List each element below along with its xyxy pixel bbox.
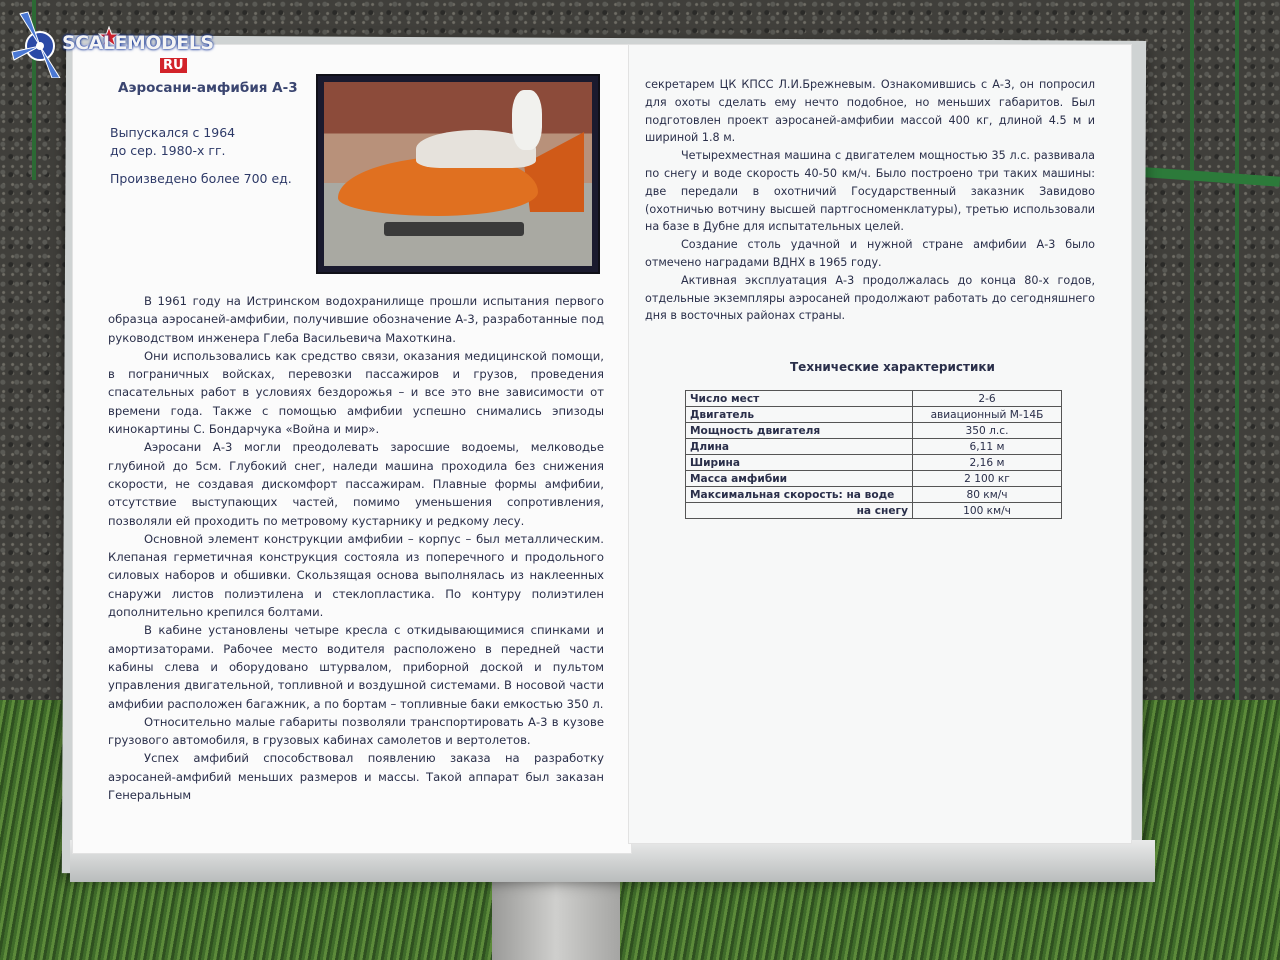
left-body-text bbox=[108, 292, 604, 804]
spec-label: на снегу bbox=[686, 503, 913, 519]
paragraph: Создание столь удачной и нужной стране амфибии А-3 было отмечено наградами ВДНХ в 1965 году. bbox=[645, 238, 1095, 269]
page-title: Аэросани-амфибия А-3 bbox=[118, 80, 298, 96]
spec-label: Мощность двигателя bbox=[686, 423, 913, 439]
spec-value: 2 100 кг bbox=[913, 471, 1062, 487]
spec-value: 100 км/ч bbox=[913, 503, 1062, 519]
table-row bbox=[686, 439, 1062, 455]
logo-text: SCALEMODELS bbox=[62, 32, 214, 54]
paragraph: Они использовались как средство связи, оказания медицинской помощи, в пограничных войсках, перевозки пассажиров и грузов, проведения спасательных работ в условиях бездорожья – и все это вне зависимости от времени года. Также с помощью амфибии успешно снимались эпизоды кинокартины С. Бондарчука «Война и мир». bbox=[108, 348, 604, 437]
production-facts bbox=[110, 124, 292, 188]
spec-table bbox=[685, 390, 1062, 519]
paragraph: Относительно малые габариты позволяли транспортировать А-3 в кузове грузового автомобиля, в грузовых кабинах самолетов и вертолетов. bbox=[108, 714, 604, 748]
paragraph: Успех амфибий способствовал появлению заказа на разработку аэросаней-амфибий меньших размеров и массы. Такой аппарат был заказан Генеральным bbox=[108, 751, 604, 803]
fence-post bbox=[1190, 0, 1194, 700]
spec-value: 2,16 м bbox=[913, 455, 1062, 471]
table-row bbox=[686, 471, 1062, 487]
paragraph: Активная эксплуатация А-3 продолжалась до конца 80-х годов, отдельные экземпляры аэросаней продолжают работать до сегодняшнего дня в восточных районах страны. bbox=[645, 273, 1095, 323]
spec-label: Ширина bbox=[686, 455, 913, 471]
amphibian-photo bbox=[316, 74, 600, 274]
watermark-logo bbox=[10, 8, 214, 78]
paragraph: Основной элемент конструкции амфибии – корпус – был металлическим. Клепаная герметичная конструкция состояла из поперечного и продольного силовых наборов и обшивки. Скользящая основа выполнялась из наклеенных снаружи листов полиэтилена и стеклопластика. По контуру полиэтилен дополнительно крепился болтами. bbox=[108, 531, 604, 620]
spec-label: Масса амфибии bbox=[686, 471, 913, 487]
paragraph: В 1961 году на Истринском водохранилище прошли испытания первого образца аэросаней-амфибии, получившие обозначение А-3, разработанные под руководством инженера Глеба Васильевича Махоткина. bbox=[108, 294, 604, 345]
spec-value: авиационный М-14Б bbox=[913, 407, 1062, 423]
spec-title: Технические характеристики bbox=[790, 360, 995, 374]
photo-content bbox=[324, 82, 592, 266]
table-row bbox=[686, 391, 1062, 407]
production-end: до сер. 1980-х гг. bbox=[110, 143, 226, 158]
paragraph: В кабине установлены четыре кресла с откидывающимися спинками и амортизаторами. Рабочее место водителя расположено в передней части кабины слева и оборудовано штурвалом, приборной доской и пультом управления двигательной, топливной и воздушной системами. В носовой части амфибии расположен багажник, а по бортам – топливные баки емкостью 350 л. bbox=[108, 623, 604, 711]
spec-value: 6,11 м bbox=[913, 439, 1062, 455]
propeller-icon bbox=[10, 8, 66, 78]
paragraph: Четырехместная машина с двигателем мощностью 35 л.с. развивала по снегу и воде скорость 40-50 км/ч. Было построено три таких машины: две передали в охотничий Государственный заказник Завидово (охотничью вотчину высшей партгосноменклатуры), третью использовали на базе в Дубне для испытательных целей. bbox=[645, 149, 1095, 234]
paragraph: Аэросани А-3 могли преодолевать заросшие водоемы, мелководье глубиной до 5см. Глубокий снег, наледи машина проходила без снижения скорости, не создавая дискомфорт пассажирам. Плавные формы амфибии, отсутствие выступающих частей, помимо уменьшения сопротивления, позволяли ей проходить по метровому кустарнику и редкому лесу. bbox=[108, 440, 604, 528]
spec-value: 2-6 bbox=[913, 391, 1062, 407]
table-row bbox=[686, 487, 1062, 503]
spec-value: 80 км/ч bbox=[913, 487, 1062, 503]
table-row bbox=[686, 423, 1062, 439]
table-row bbox=[686, 503, 1062, 519]
production-start: Выпускался с 1964 bbox=[110, 125, 236, 140]
photo-trailer bbox=[384, 222, 524, 236]
logo-suffix: RU bbox=[160, 58, 187, 73]
spec-label: Число мест bbox=[686, 391, 913, 407]
production-quantity: Произведено более 700 ед. bbox=[110, 171, 292, 186]
table-row bbox=[686, 407, 1062, 423]
right-body-text bbox=[645, 76, 1095, 325]
stand-post bbox=[492, 870, 620, 960]
spec-label: Длина bbox=[686, 439, 913, 455]
paragraph: секретарем ЦК КПСС Л.И.Брежневым. Ознакомившись с А-3, он попросил для охоты сделать ему нечто подобное, но меньших габаритов. Был подготовлен проект аэросаней-амфибии массой 400 кг, длиной 4.5 м и шириной 1.8 м. bbox=[645, 78, 1095, 145]
photo-propeller bbox=[512, 90, 542, 150]
table-row bbox=[686, 455, 1062, 471]
spec-label: Максимальная скорость: на воде bbox=[686, 487, 913, 503]
spec-value: 350 л.с. bbox=[913, 423, 1062, 439]
spec-label: Двигатель bbox=[686, 407, 913, 423]
fence-post bbox=[1235, 0, 1239, 700]
